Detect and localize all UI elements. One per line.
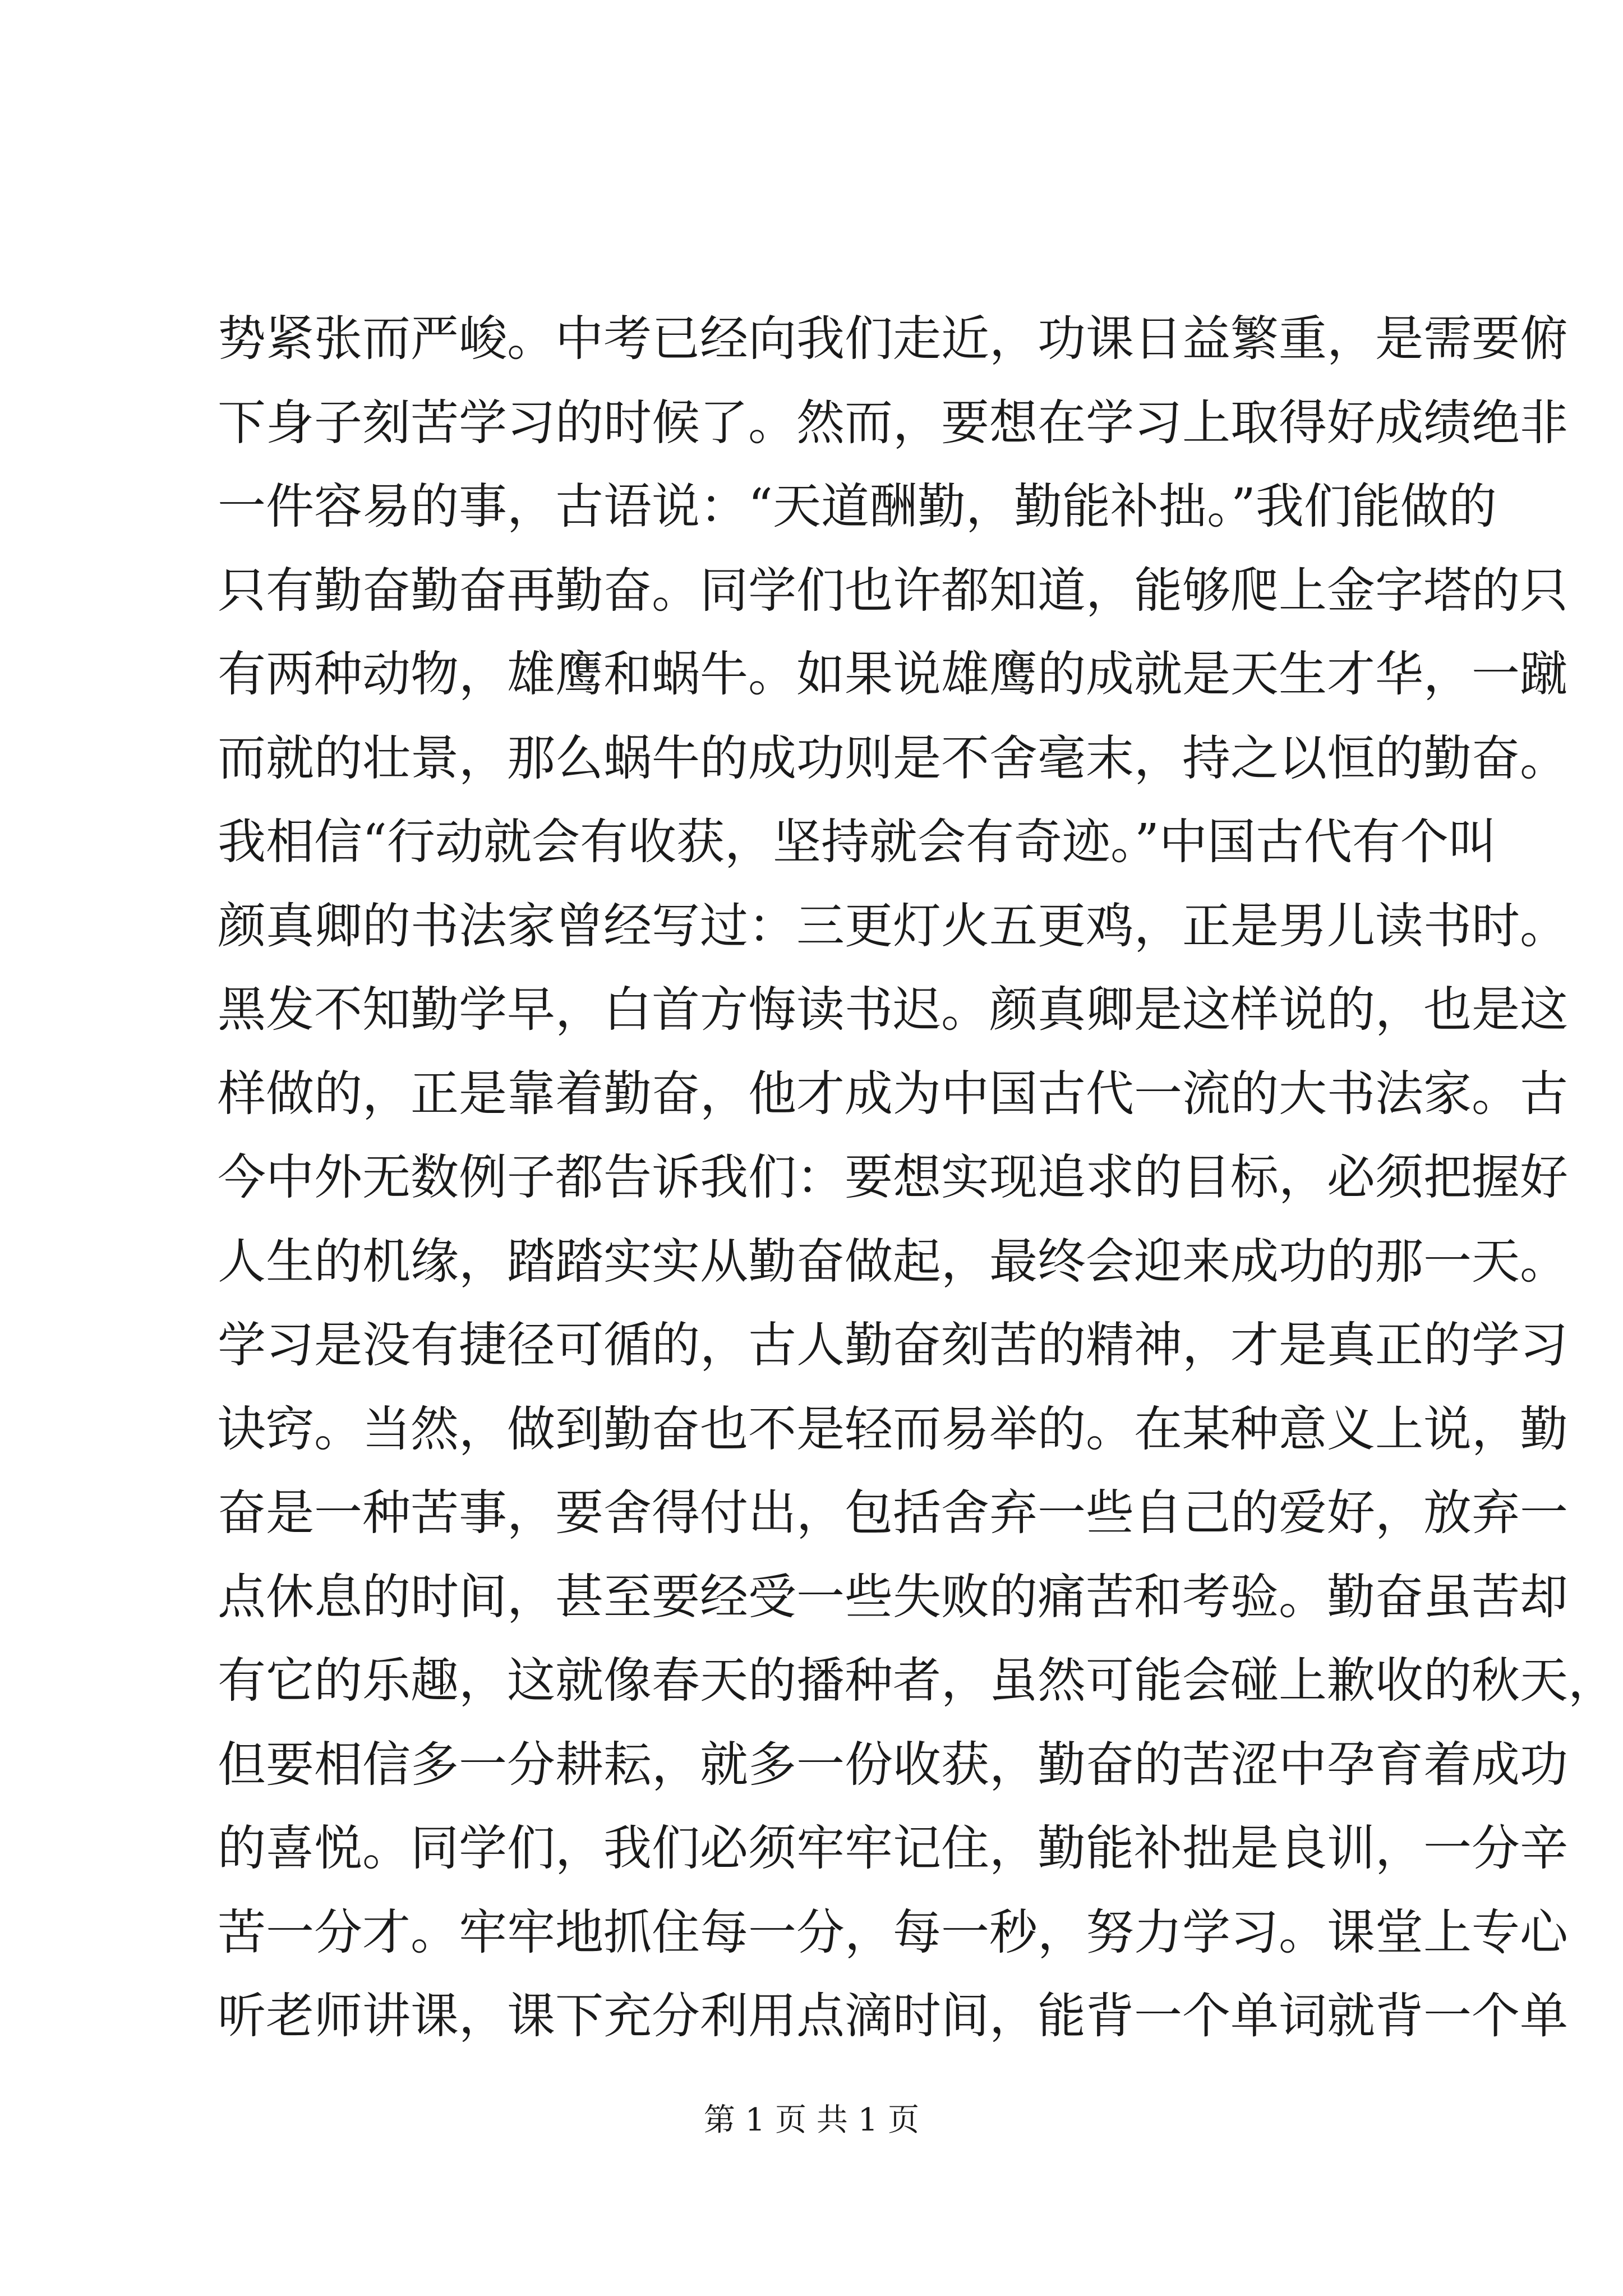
text-line: 有它的乐趣，这就像春天的播种者，虽然可能会碰上歉收的秋天， [218,1653,1616,1709]
text-line: 颜真卿的书法家曾经写过：三更灯火五更鸡，正是男儿读书时。 [218,898,1568,954]
text-line: 奋是一种苦事，要舍得付出，包括舍弃一些自己的爱好，放弃一 [218,1485,1568,1541]
text-line: 苦一分才。牢牢地抓住每一分，每一秒，努力学习。课堂上专心 [218,1904,1568,1961]
text-line: 有两种动物，雄鹰和蜗牛。如果说雄鹰的成就是天生才华，一蹴 [218,646,1568,702]
text-line: 势紧张而严峻。中考已经向我们走近，功课日益繁重，是需要俯 [218,311,1568,367]
text-line: 人生的机缘，踏踏实实从勤奋做起，最终会迎来成功的那一天。 [218,1233,1568,1290]
text-line: 学习是没有捷径可循的，古人勤奋刻苦的精神，才是真正的学习 [218,1317,1568,1373]
text-line: 听老师讲课，课下充分利用点滴时间，能背一个单词就背一个单 [218,1988,1568,2044]
text-line: 下身子刻苦学习的时候了。然而，要想在学习上取得好成绩绝非 [218,394,1568,451]
text-line: 我相信“行动就会有收获，坚持就会有奇迹。”中国古代有个叫 [218,814,1497,870]
text-line: 黑发不知勤学早，白首方悔读书迟。颜真卿是这样说的，也是这 [218,982,1568,1038]
text-line: 今中外无数例子都告诉我们：要想实现追求的目标，必须把握好 [218,1149,1568,1205]
text-line: 诀窍。当然，做到勤奋也不是轻而易举的。在某种意义上说，勤 [218,1401,1568,1457]
text-line: 点休息的时间，甚至要经受一些失败的痛苦和考验。勤奋虽苦却 [218,1568,1568,1625]
text-line: 的喜悦。同学们，我们必须牢牢记住，勤能补拙是良训，一分辛 [218,1820,1568,1876]
text-line: 一件容易的事，古语说：“天道酬勤，勤能补拙。”我们能做的 [218,478,1497,535]
text-line: 样做的，正是靠着勤奋，他才成为中国古代一流的大书法家。古 [218,1065,1568,1122]
text-line: 而就的壮景，那么蜗牛的成功则是不舍毫末，持之以恒的勤奋。 [218,730,1568,786]
body-text [218,297,1616,2059]
text-line: 但要相信多一分耕耘，就多一份收获，勤奋的苦涩中孕育着成功 [218,1736,1568,1793]
page-number-footer: 第 1 页 共 1 页 [703,2102,920,2138]
text-line: 只有勤奋勤奋再勤奋。同学们也许都知道，能够爬上金字塔的只 [218,562,1568,619]
